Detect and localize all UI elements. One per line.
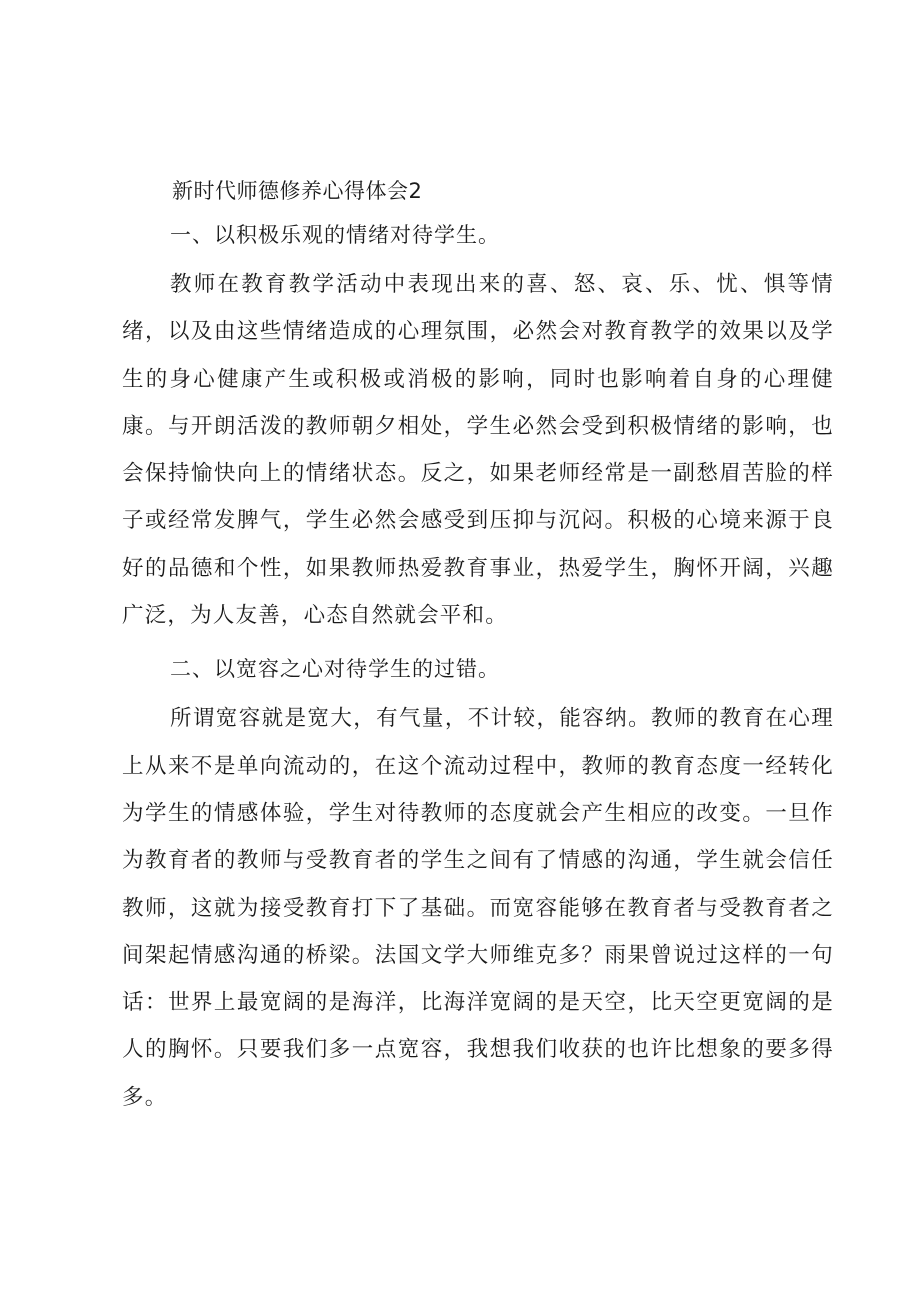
document-title: 新时代师德修养心得体会2 [172, 179, 423, 203]
section-heading: 二、以宽容之心对待学生的过错。 [170, 657, 500, 682]
section-positive-emotions [122, 213, 834, 639]
document-page [122, 171, 834, 1129]
section-heading: 一、以积极乐观的情绪对待学生。 [170, 223, 500, 247]
section-tolerance [122, 647, 834, 1121]
section-paragraph: 教师在教育教学活动中表现出来的喜、怒、哀、乐、忧、惧等情绪，以及由这些情绪造成的心理氛围，必然会对教育教学的效果以及学生的身心健康产生或积极或消极的影响，同时也影响着自身的心理健康。与开朗活泼的教师朝夕相处，学生必然会受到积极情绪的影响，也会保持愉快向上的情绪状态。反之，如果老师经常是一副愁眉苦脸的样子或经常发脾气，学生必然会感受到压抑与沉闷。积极的心境来源于良好的品德和个性，如果教师热爱教育事业，热爱学生，胸怀开阔，兴趣广泛，为人友善，心态自然就会平和。 [122, 272, 834, 629]
section-paragraph: 所谓宽容就是宽大，有气量，不计较，能容纳。教师的教育在心理上从来不是单向流动的，在这个流动过程中，教师的教育态度一经转化为学生的情感体验，学生对待教师的态度就会产生相应的改变。一旦作为教育者的教师与受教育者的学生之间有了情感的沟通，学生就会信任教师，这就为接受教育打下了基础。而宽容能够在教育者与受教育者之间架起情感沟通的桥梁。法国文学大师维克多？雨果曾说过这样的一句话：世界上最宽阔的是海洋，比海洋宽阔的是天空，比天空更宽阔的是人的胸怀。只要我们多一点宽容，我想我们收获的也许比想象的要多得多。 [122, 706, 834, 1110]
